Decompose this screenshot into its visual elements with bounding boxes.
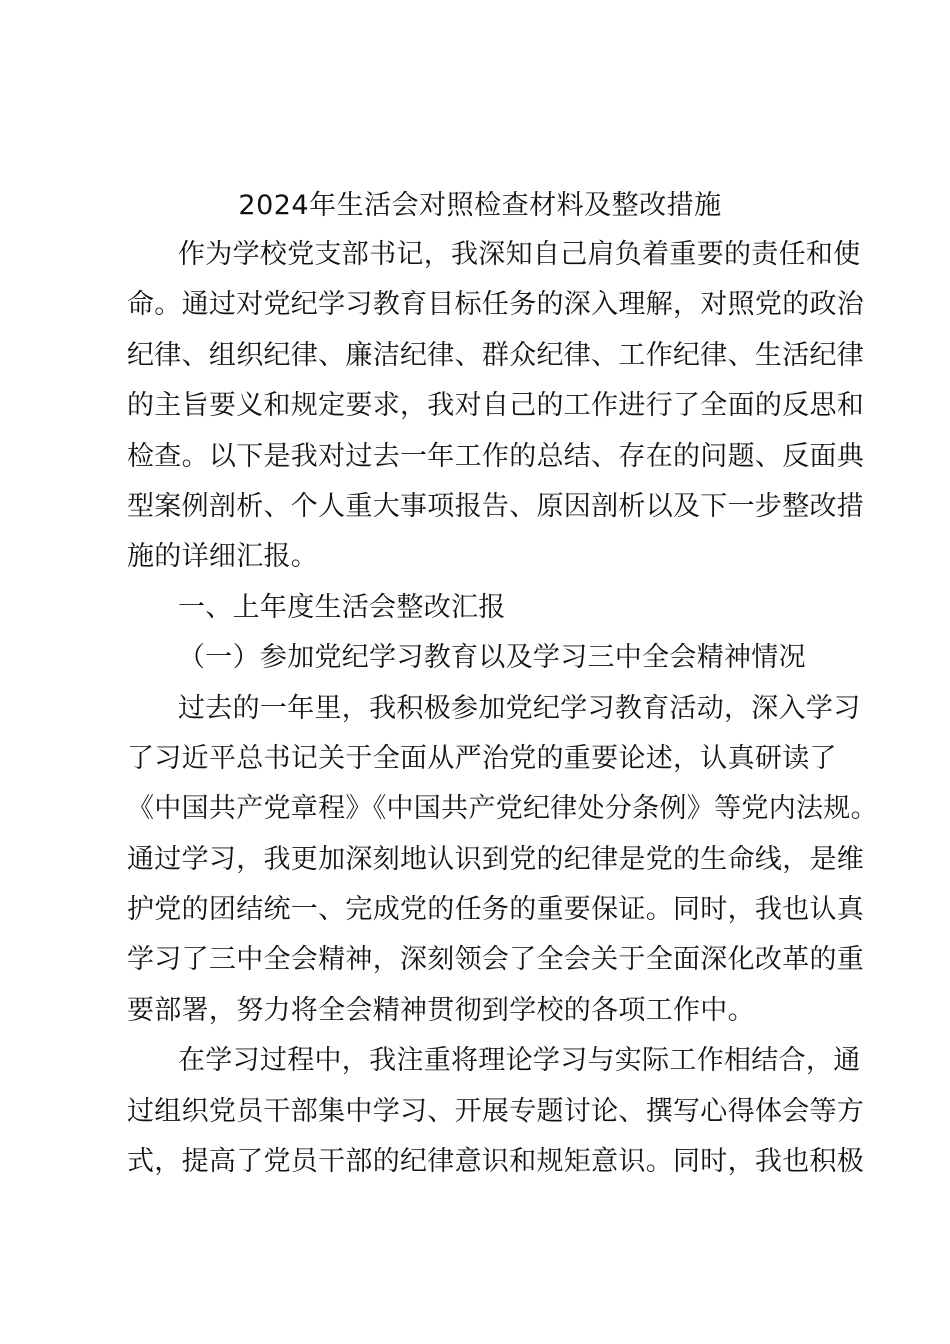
paragraph-line: 的主旨要义和规定要求，我对自己的工作进行了全面的反思和 <box>127 390 865 422</box>
paragraph-line: 学习了三中全会精神，深刻领会了全会关于全面深化改革的重 <box>127 944 865 976</box>
paragraph-line: 要部署，努力将全会精神贯彻到学校的各项工作中。 <box>127 994 755 1026</box>
paragraph-line: 护党的团结统一、完成党的任务的重要保证。同时，我也认真 <box>127 894 865 926</box>
paragraph-line: 通过学习，我更加深刻地认识到党的纪律是党的生命线，是维 <box>127 843 865 875</box>
paragraph-line: 作为学校党支部书记，我深知自己肩负着重要的责任和使 <box>178 239 861 270</box>
paragraph-line: 在学习过程中，我注重将理论学习与实际工作相结合，通 <box>178 1045 861 1077</box>
paragraph-line: 式，提高了党员干部的纪律意识和规矩意识。同时，我也积极 <box>127 1146 865 1178</box>
paragraph-line: 型案例剖析、个人重大事项报告、原因剖析以及下一步整改措 <box>127 490 865 522</box>
paragraph-line: 命。通过对党纪学习教育目标任务的深入理解，对照党的政治 <box>127 289 865 321</box>
paragraph-line: 过去的一年里，我积极参加党纪学习教育活动，深入学习 <box>178 692 861 724</box>
paragraph-line: 了习近平总书记关于全面从严治党的重要论述，认真研读了 <box>127 742 837 774</box>
section-heading: 一、上年度生活会整改汇报 <box>178 591 506 623</box>
paragraph-line: 《中国共产党章程》《中国共产党纪律处分条例》等党内法规。 <box>127 793 878 825</box>
paragraph-line: 过组织党员干部集中学习、开展专题讨论、撰写心得体会等方 <box>127 1095 865 1127</box>
document-title: 2024年生活会对照检查材料及整改措施 <box>238 190 722 221</box>
subsection-heading: （一）参加党纪学习教育以及学习三中全会精神情况 <box>178 642 806 674</box>
document-body <box>127 230 878 1187</box>
paragraph-line: 纪律、组织纪律、廉洁纪律、群众纪律、工作纪律、生活纪律 <box>127 339 865 371</box>
paragraph-line: 检查。以下是我对过去一年工作的总结、存在的问题、反面典 <box>127 440 865 472</box>
paragraph-line: 施的详细汇报。 <box>127 541 319 573</box>
